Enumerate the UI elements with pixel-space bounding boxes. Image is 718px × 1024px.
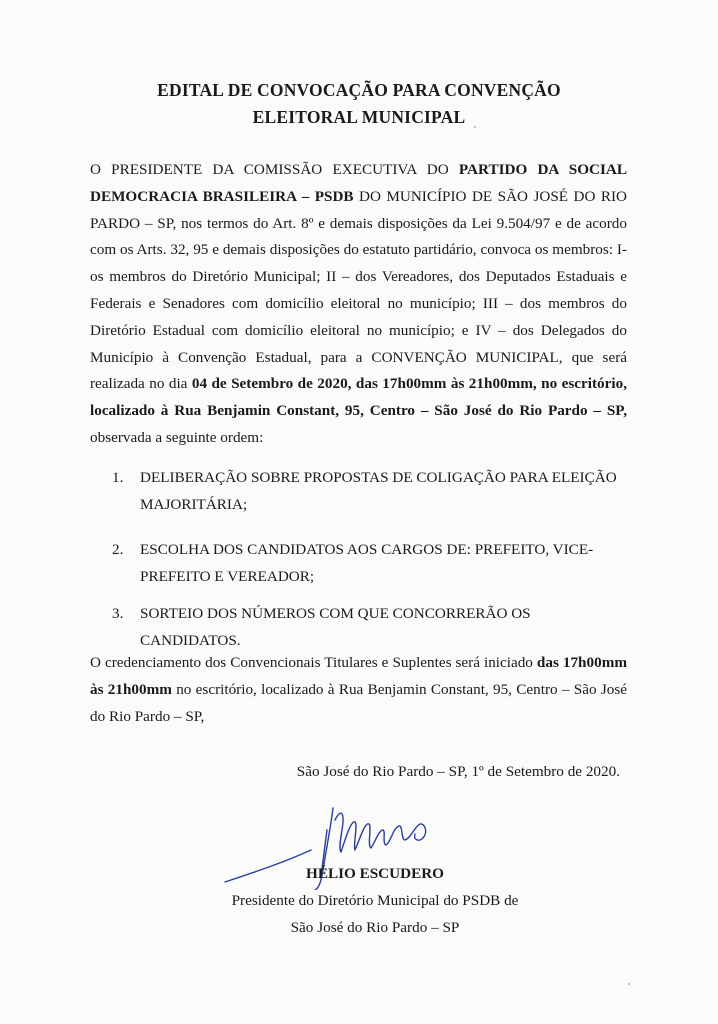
signer-role-line-2: São José do Rio Pardo – SP (290, 919, 460, 936)
signer-name: HÉLIO ESCUDERO (306, 865, 444, 882)
title-line-1: EDITAL DE CONVOCAÇÃO PARA CONVENÇÃO (157, 80, 561, 100)
agenda-number: 2. (112, 541, 124, 558)
list-item (112, 537, 627, 590)
list-item (112, 601, 627, 654)
title-line-2: ELEITORAL MUNICIPAL (252, 107, 466, 127)
agenda-item-2 (112, 537, 627, 590)
credentialing-hours: das 17h00mm às 21h00mm (90, 654, 627, 698)
para2-text-2: no escritório, localizado à Rua Benjamin Constant, 95, Centro – São José do Rio Pardo – SP, (90, 680, 627, 725)
agenda-item-1 (112, 465, 627, 518)
document-title (0, 77, 718, 131)
agenda-item-3 (112, 601, 627, 654)
agenda-number: 3. (112, 605, 124, 622)
signer-role-line-1: Presidente do Diretório Municipal do PSDB de (231, 892, 519, 909)
para2-text-1: O credenciamento dos Convencionais Titulares e Suplentes será iniciado (90, 654, 537, 671)
credentialing-paragraph (90, 650, 627, 730)
para1-text-3: observada a seguinte ordem: (90, 428, 264, 446)
agenda-text: ESCOLHA DOS CANDIDATOS AOS CARGOS DE: PREFEITO, VICE-PREFEITO E VEREADOR; (140, 541, 594, 585)
place-date-line: São José do Rio Pardo – SP, 1º de Setembro de 2020. (296, 763, 620, 780)
scan-speck (628, 983, 630, 985)
para1-text-2: DO MUNICÍPIO DE SÃO JOSÉ DO RIO PARDO – SP, nos termos do Art. 8º e demais disposições da Lei 9.504/97 e de acordo com os Arts. 32, 95 e demais disposições do estatuto partidário, convoca os membros: I-os membros do Diretório Municipal; II – dos Vereadores, dos Deputados Estaduais e Federais e Senadores com domicílio eleitoral no município; III – dos membros do Diretório Estadual com domicílio eleitoral no município; e IV – dos Delegados do Município à Convenção Estadual, para a CONVENÇÃO MUNICIPAL, que será realizada no dia (90, 187, 627, 393)
party-name: PARTIDO DA SOCIAL DEMOCRACIA BRASILEIRA – PSDB (90, 161, 627, 205)
agenda-number: 1. (112, 469, 124, 486)
agenda-text: DELIBERAÇÃO SOBRE PROPOSTAS DE COLIGAÇÃO PARA ELEIÇÃO MAJORITÁRIA; (140, 469, 617, 513)
convention-date-location: 04 de Setembro de 2020, das 17h00mm às 21h00mm, no escritório, localizado à Rua Benjamin Constant, 95, Centro – São José do Rio Pardo – SP, (90, 375, 627, 420)
agenda-text: SORTEIO DOS NÚMEROS COM QUE CONCORRERÃO OS CANDIDATOS. (140, 605, 531, 649)
signature-block (180, 860, 570, 941)
para1-text-1: O PRESIDENTE DA COMISSÃO EXECUTIVA DO (90, 161, 459, 178)
list-item (112, 465, 627, 518)
scan-speck (474, 126, 476, 128)
convocation-paragraph (90, 157, 627, 452)
